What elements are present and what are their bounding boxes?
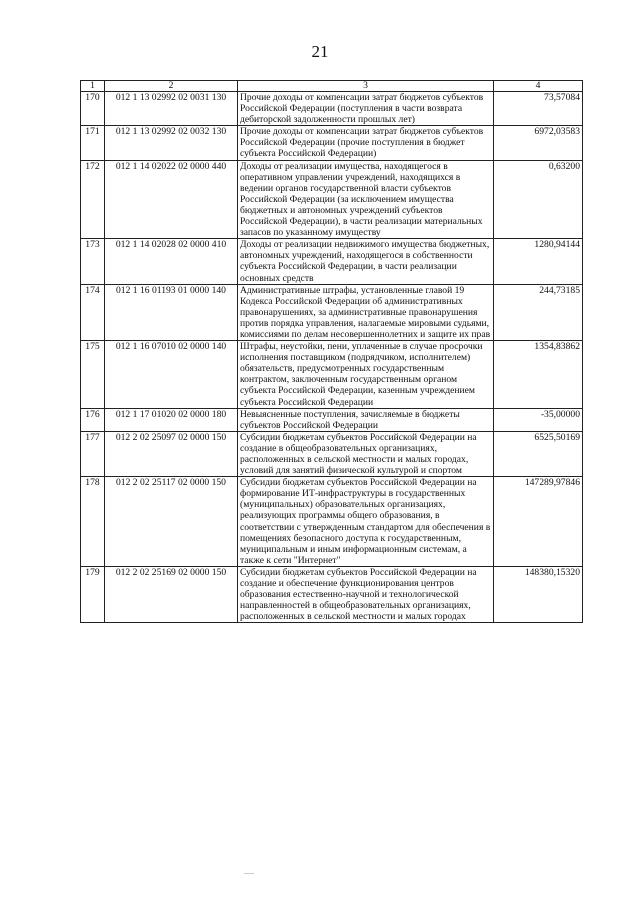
table-row: [81, 477, 583, 567]
header-col-1: 1: [81, 81, 105, 92]
row-number-cell: 175: [81, 341, 105, 409]
row-number-cell: 177: [81, 431, 105, 476]
table-row: [81, 239, 583, 284]
description-cell: Субсидии бюджетам субъектов Российской Федерации на создание и обеспечение функционирования центров образования естественно-научной и технологической направленностей в общеобразовательных организациях, расположенных в сельской местности и малых городах: [238, 566, 494, 622]
row-number-cell: 174: [81, 284, 105, 340]
row-number-cell: 171: [81, 126, 105, 160]
amount-cell: 147289,97846: [494, 477, 583, 567]
row-number-cell: 176: [81, 408, 105, 431]
amount-cell: 6525,50169: [494, 431, 583, 476]
description-cell: Штрафы, неустойки, пени, уплаченные в случае просрочки исполнения поставщиком (подрядчиком, исполнителем) обязательств, предусмотренных государственным контрактом, заключенным государственным органом субъекта Российской Федерации, казенным учреждением субъекта Российской Федерации: [238, 341, 494, 409]
description-cell: Доходы от реализации имущества, находящегося в оперативном управлении учреждений, находящихся в ведении органов государственной власти субъектов Российской Федерации (за исключением имущества бюджетных и автономных учреждений субъектов Российской Федерации), в части реализации материальных запасов по указанному имуществу: [238, 160, 494, 239]
classification-code-cell: 012 1 14 02028 02 0000 410: [105, 239, 238, 284]
row-number-cell: 170: [81, 92, 105, 126]
amount-cell: 148380,15320: [494, 566, 583, 622]
amount-cell: 6972,03583: [494, 126, 583, 160]
description-cell: Субсидии бюджетам субъектов Российской Федерации на формирование ИТ-инфраструктуры в государственных (муниципальных) образовательных организациях, реализующих программы общего образования, в соответствии с утвержденным стандартом для обеспечения в помещениях безопасного доступа к государственным, муниципальным и иным информационным системам, а также к сети "Интернет": [238, 477, 494, 567]
header-col-4: 4: [494, 81, 583, 92]
table-row: [81, 92, 583, 126]
table-row: [81, 408, 583, 431]
description-cell: Доходы от реализации недвижимого имущества бюджетных, автономных учреждений, находящегося в собственности субъекта Российской Федерации, в части реализации основных средств: [238, 239, 494, 284]
header-col-2: 2: [105, 81, 238, 92]
header-col-3: 3: [238, 81, 494, 92]
table-row: [81, 284, 583, 340]
description-cell: Административные штрафы, установленные главой 19 Кодекса Российской Федерации об административных правонарушениях, за административные правонарушения против порядка управления, налагаемые мировыми судьями, комиссиями по делам несовершеннолетних и защите их прав: [238, 284, 494, 340]
amount-cell: 73,57084: [494, 92, 583, 126]
amount-cell: -35,00000: [494, 408, 583, 431]
table-row: [81, 160, 583, 239]
classification-code-cell: 012 1 16 01193 01 0000 140: [105, 284, 238, 340]
table-row: [81, 341, 583, 409]
page-number: 21: [311, 42, 329, 61]
table-header-row: [81, 81, 583, 92]
description-cell: Прочие доходы от компенсации затрат бюджетов субъектов Российской Федерации (прочие поступления в бюджет субъекта Российской Федерации): [238, 126, 494, 160]
classification-code-cell: 012 2 02 25097 02 0000 150: [105, 431, 238, 476]
classification-code-cell: 012 2 02 25117 02 0000 150: [105, 477, 238, 567]
table-row: [81, 566, 583, 622]
revenue-table: [80, 80, 583, 623]
classification-code-cell: 012 1 16 07010 02 0000 140: [105, 341, 238, 409]
description-cell: Субсидии бюджетам субъектов Российской Федерации на создание в общеобразовательных организациях, расположенных в сельской местности и малых городах, условий для занятий физической культурой и спортом: [238, 431, 494, 476]
row-number-cell: 178: [81, 477, 105, 567]
classification-code-cell: 012 1 13 02992 02 0031 130: [105, 92, 238, 126]
description-cell: Невыясненные поступления, зачисляемые в бюджеты субъектов Российской Федерации: [238, 408, 494, 431]
amount-cell: 1354,83862: [494, 341, 583, 409]
row-number-cell: 179: [81, 566, 105, 622]
table-row: [81, 126, 583, 160]
classification-code-cell: 012 1 14 02022 02 0000 440: [105, 160, 238, 239]
table-row: [81, 431, 583, 476]
amount-cell: 0,63200: [494, 160, 583, 239]
amount-cell: 244,73185: [494, 284, 583, 340]
description-cell: Прочие доходы от компенсации затрат бюджетов субъектов Российской Федерации (поступления в части возврата дебиторской задолженности прошлых лет): [238, 92, 494, 126]
classification-code-cell: 012 2 02 25169 02 0000 150: [105, 566, 238, 622]
row-number-cell: 172: [81, 160, 105, 239]
scan-mark: [244, 873, 254, 874]
amount-cell: 1280,94144: [494, 239, 583, 284]
classification-code-cell: 012 1 17 01020 02 0000 180: [105, 408, 238, 431]
classification-code-cell: 012 1 13 02992 02 0032 130: [105, 126, 238, 160]
row-number-cell: 173: [81, 239, 105, 284]
